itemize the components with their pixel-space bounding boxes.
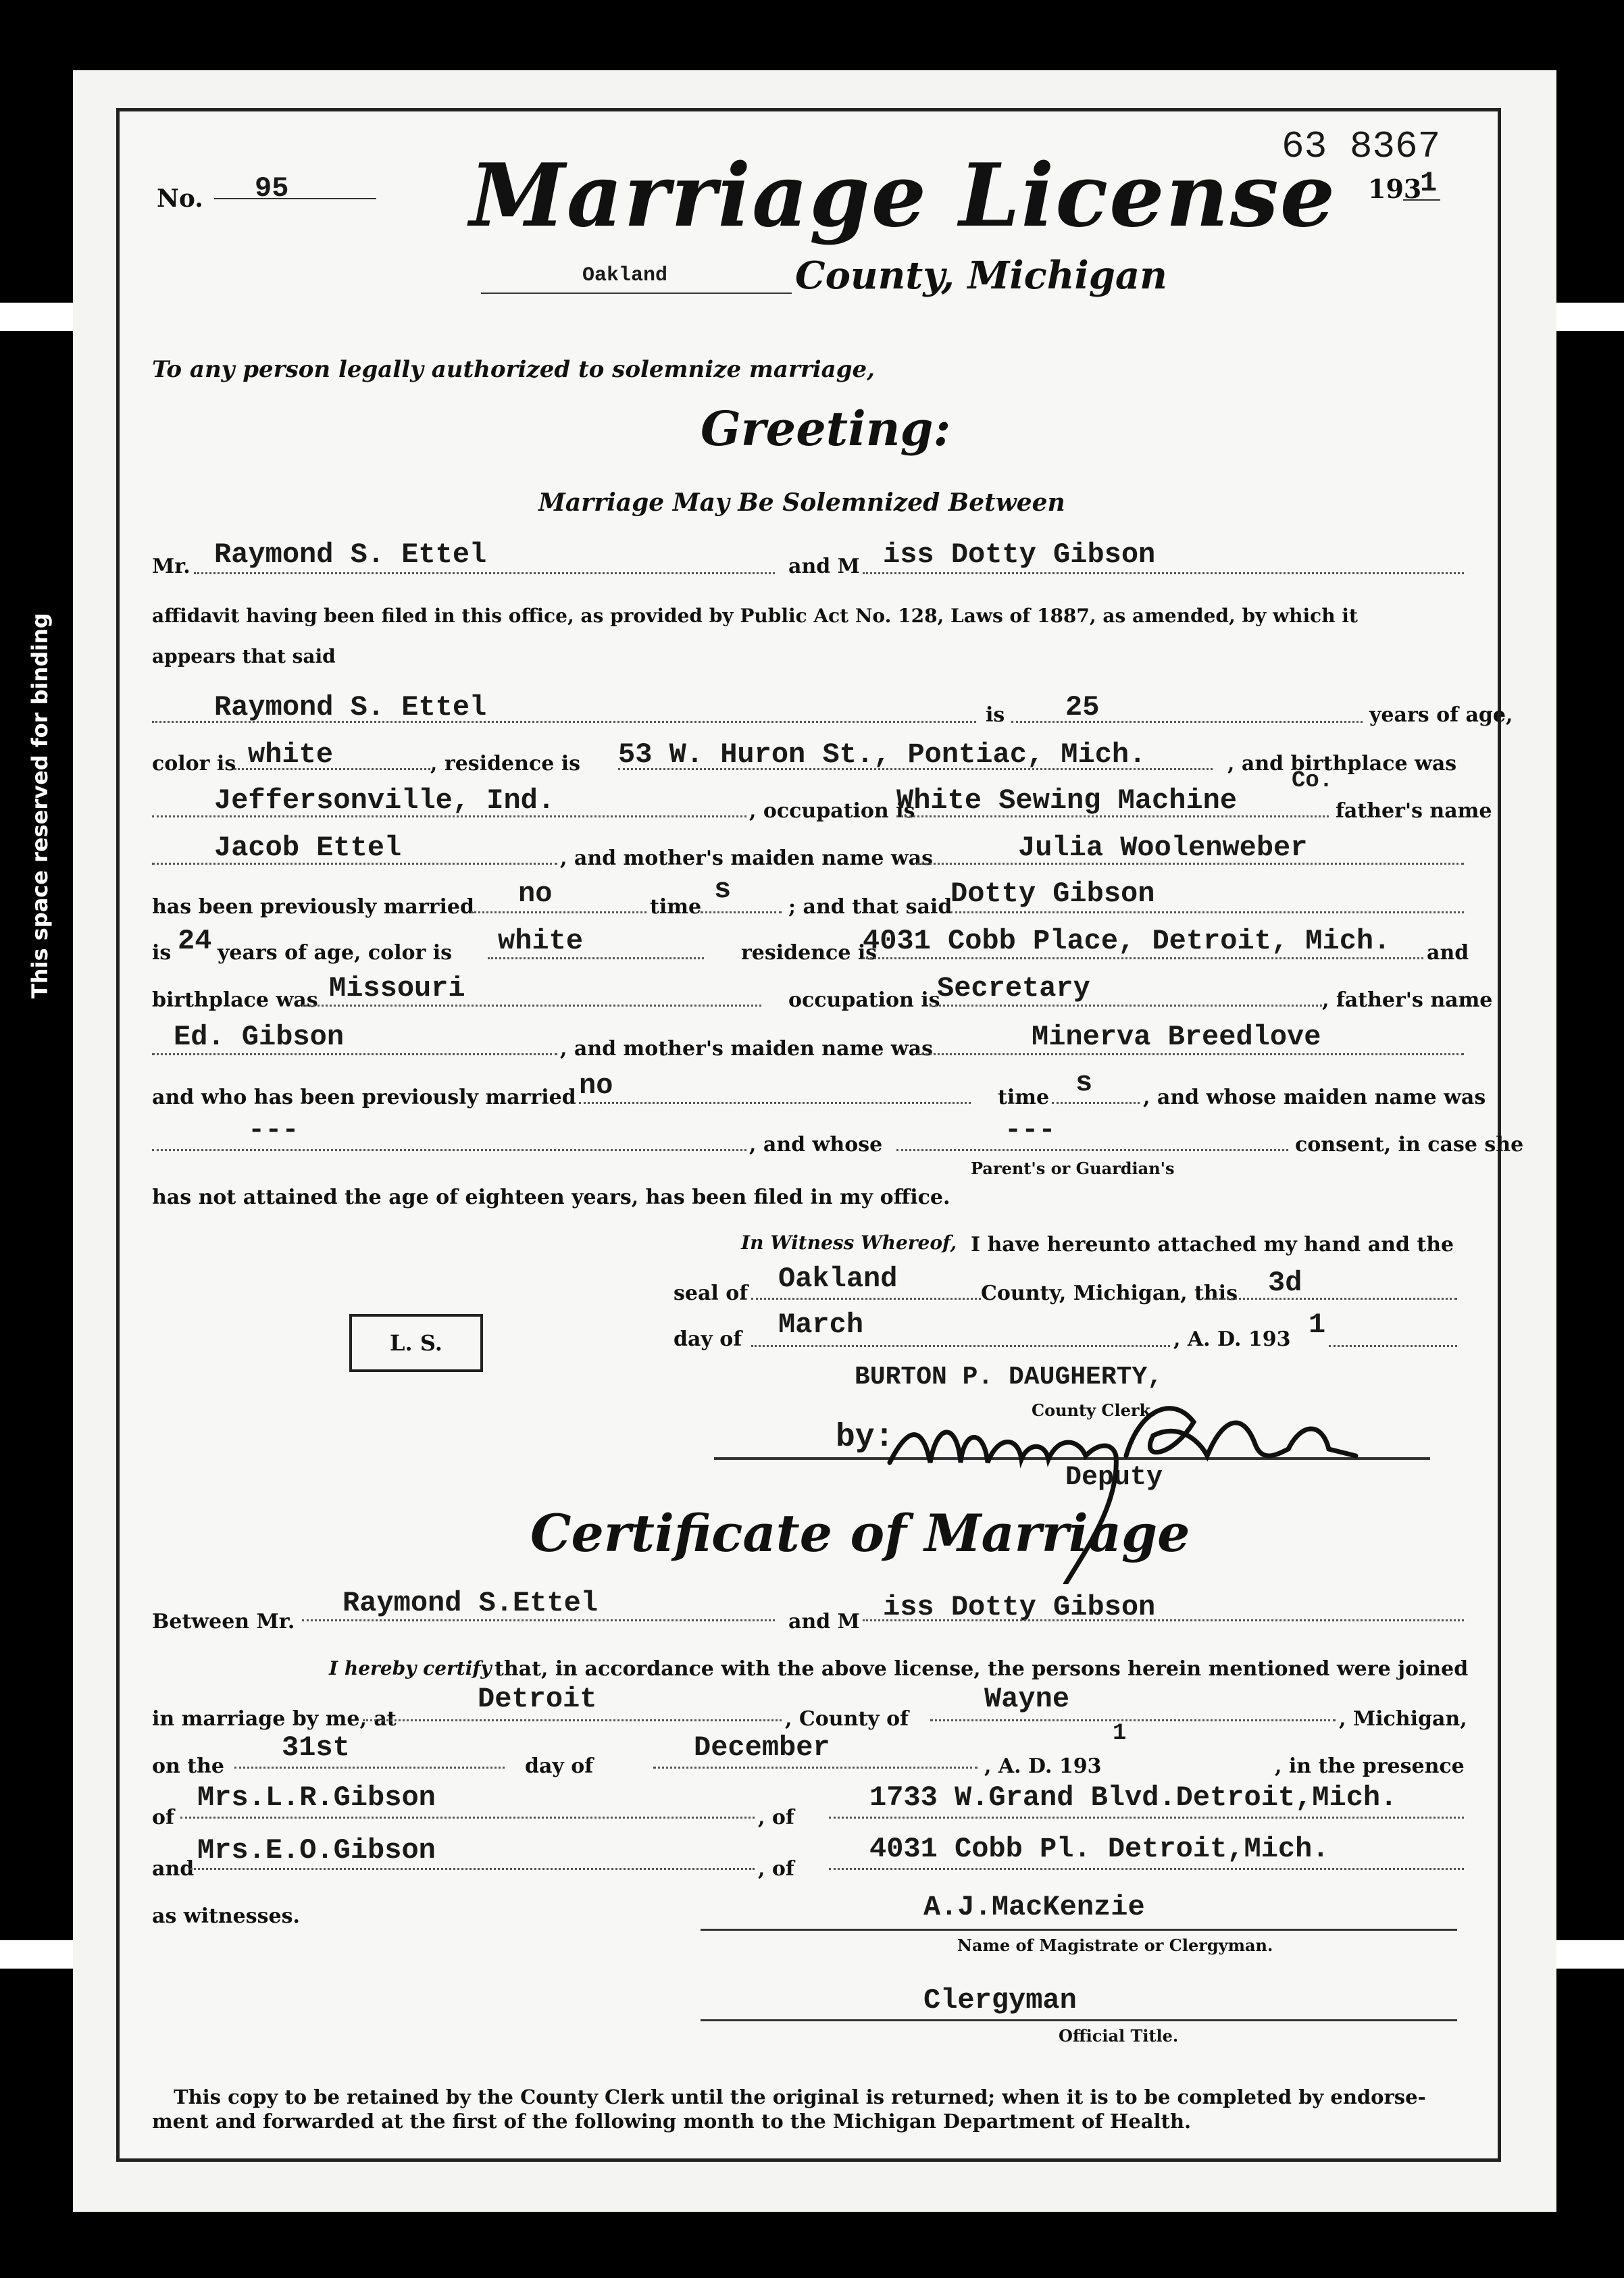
bride-residence: 4031 Cobb Place, Detroit, Mich. <box>863 925 1391 957</box>
marriage-county-line <box>930 1719 1336 1721</box>
groom-mother-label: , and mother's maiden name was <box>560 846 933 870</box>
bride-consent-value: --- <box>1005 1114 1056 1146</box>
bride-said-name: Dotty Gibson <box>950 878 1155 910</box>
groom-age: 25 <box>1065 691 1100 724</box>
marriage-day-line <box>234 1767 505 1769</box>
page-title: Marriage License <box>470 145 1337 247</box>
seal-county-label: County, Michigan, this <box>981 1282 1238 1305</box>
bride-is-label: is <box>152 941 172 965</box>
witness1-address: 1733 W.Grand Blvd.Detroit,Mich. <box>869 1781 1398 1814</box>
groom-birthplace: Jeffersonville, Ind. <box>214 784 555 817</box>
groom-color: white <box>248 738 334 771</box>
groom-said-name: Raymond S. Ettel <box>214 691 487 724</box>
certify-lead: I hereby certify <box>329 1657 492 1679</box>
bride-maiden-line <box>152 1149 746 1151</box>
certificate-and-m-label: and M <box>788 1610 860 1634</box>
certificate-title: Certificate of Marriage <box>530 1503 1190 1563</box>
greeting-heading: Greeting: <box>701 401 951 457</box>
license-number-line <box>214 198 376 199</box>
groom-birthplace-line <box>152 815 746 817</box>
county-of-label: , County of <box>785 1707 909 1731</box>
bride-time-line <box>1052 1102 1140 1104</box>
bride-residence-and: and <box>1427 941 1469 965</box>
witness2-of-label: , of <box>758 1857 794 1881</box>
groom-residence-line <box>618 768 1213 770</box>
michigan-label: , Michigan, <box>1339 1707 1467 1731</box>
affidavit-line-1: affidavit having been filed in this office, as provided by Public Act No. 128, Laws of 1887, as amended, by which it <box>152 605 1358 627</box>
groom-said-name-line <box>152 721 976 723</box>
clerk-title: County Clerk. <box>1032 1400 1157 1420</box>
license-number-value: 95 <box>255 172 289 205</box>
official-title-value: Clergyman <box>923 1984 1077 2017</box>
official-title-line <box>701 2019 1457 2021</box>
marriage-place: Detroit <box>478 1683 597 1715</box>
bride-prev-married-line <box>579 1102 971 1104</box>
mr-label: Mr. <box>152 555 191 578</box>
marriage-county: Wayne <box>984 1683 1070 1715</box>
bride-residence-line <box>863 957 1423 959</box>
groom-name: Raymond S. Ettel <box>214 538 487 571</box>
that-said-label: ; and that said <box>788 895 953 919</box>
salutation: To any person legally authorized to solemnize marriage, <box>152 356 875 383</box>
groom-occupation-extra: Co. <box>1292 768 1334 794</box>
bride-color-line <box>488 957 704 959</box>
seal-ad-year: 1 <box>1309 1309 1326 1341</box>
bride-prev-married: no <box>579 1069 613 1102</box>
groom-occupation-line <box>896 815 1329 817</box>
groom-name-line <box>194 572 775 574</box>
groom-prev-married: no <box>518 878 553 910</box>
witness2-name-line <box>191 1868 755 1870</box>
groom-is-label: is <box>986 703 1005 727</box>
seal-county: Oakland <box>778 1263 898 1295</box>
seal-month: March <box>778 1309 864 1341</box>
groom-prev-married-label: has been previously married <box>152 895 474 919</box>
bride-occupation-line <box>930 1005 1322 1007</box>
clerk-name: BURTON P. DAUGHERTY, <box>855 1363 1163 1392</box>
seal-ad-label: , A. D. 193 <box>1173 1327 1291 1351</box>
witness2-name: Mrs.E.O.Gibson <box>197 1834 436 1867</box>
bride-birthplace: Missouri <box>329 972 465 1005</box>
bride-birthplace-label: birthplace was <box>152 988 318 1012</box>
license-form <box>116 108 1524 2162</box>
marriage-place-line <box>363 1719 782 1721</box>
groom-occupation-label: , occupation is <box>749 799 915 823</box>
by-label: by: <box>836 1419 894 1456</box>
groom-color-line <box>234 768 430 770</box>
bride-maiden-name: --- <box>248 1114 299 1146</box>
witness1-name: Mrs.L.R.Gibson <box>197 1781 436 1814</box>
groom-age-line <box>1011 721 1363 723</box>
and-m-label: and M <box>788 555 860 578</box>
witness2-address: 4031 Cobb Pl. Detroit,Mich. <box>869 1833 1329 1865</box>
officiant-line <box>701 1929 1457 1931</box>
presence-label: , in the presence <box>1275 1754 1465 1778</box>
file-year-prefix: 193 <box>1368 174 1422 204</box>
bride-whose-label: , and whose <box>749 1133 883 1157</box>
bride-father-label: , father's name <box>1322 988 1493 1012</box>
footer-note-line-2: ment and forwarded at the first of the following month to the Michigan Department of Health. <box>152 2110 1192 2133</box>
seal-day-line <box>1214 1298 1457 1300</box>
hereunto-text: I have hereunto attached my hand and the <box>971 1233 1454 1257</box>
between-mr-label: Between Mr. <box>152 1610 295 1634</box>
bride-residence-label: residence is <box>741 941 878 965</box>
certificate-groom: Raymond S.Ettel <box>342 1587 599 1619</box>
groom-father: Jacob Ettel <box>214 832 402 864</box>
groom-father-line <box>152 863 557 865</box>
day-of-label: day of <box>674 1327 742 1351</box>
seal-ad-line <box>1329 1345 1457 1347</box>
deputy-label: Deputy <box>1065 1463 1163 1493</box>
groom-mother: Julia Woolenweber <box>1018 832 1308 864</box>
footer-note-line-1: This copy to be retained by the County Clerk until the original is returned; when it is to be completed by endorse- <box>174 2085 1426 2108</box>
groom-father-label: father's name <box>1336 799 1492 823</box>
solemnized-subheading: Marriage May Be Solemnized Between <box>538 488 1065 517</box>
marriage-day: 31st <box>282 1731 350 1764</box>
certificate-groom-line <box>302 1619 775 1621</box>
seal-county-line <box>751 1298 981 1300</box>
bride-father: Ed. Gibson <box>174 1021 345 1053</box>
binding-note: This space reserved for binding <box>27 613 53 998</box>
bride-birthplace-line <box>302 1005 761 1007</box>
ls-seal-box: L. S. <box>349 1314 483 1372</box>
bride-mother-line <box>917 1053 1464 1055</box>
officiant-caption: Name of Magistrate or Clergyman. <box>957 1935 1273 1955</box>
affidavit-line-2: appears that said <box>152 645 336 667</box>
bride-time-label: time <box>998 1086 1050 1109</box>
bride-maiden-label: , and whose maiden name was <box>1143 1086 1486 1109</box>
in-witness-label: In Witness Whereof, <box>741 1232 957 1254</box>
official-title-caption: Official Title. <box>1059 2026 1179 2046</box>
marriage-ad-label: , A. D. 193 <box>984 1754 1102 1778</box>
officiant-name: A.J.MacKenzie <box>923 1891 1145 1923</box>
marriage-day-of-label: day of <box>525 1754 594 1778</box>
bride-age: 24 <box>178 925 212 957</box>
county-label: County, Michigan <box>795 253 1167 298</box>
bride-said-name-line <box>950 911 1464 913</box>
bride-years-color-label: years of age, color is <box>218 941 453 965</box>
bride-occupation-label: occupation is <box>788 988 940 1012</box>
groom-birthplace-label: , and birthplace was <box>1227 752 1457 776</box>
marriage-month: December <box>694 1731 830 1764</box>
eighteen-clause: has not attained the age of eighteen years, has been filed in my office. <box>152 1186 950 1209</box>
groom-prev-married-line <box>471 911 646 913</box>
bride-name: iss Dotty Gibson <box>883 538 1156 571</box>
consent-caption: Parent's or Guardian's <box>971 1159 1175 1178</box>
witness2-address-line <box>829 1868 1464 1870</box>
file-number: 63 8367 <box>1282 125 1441 168</box>
certify-text: that, in accordance with the above license, the persons herein mentioned were joined <box>494 1657 1469 1681</box>
witness1-of-label: , of <box>758 1806 794 1829</box>
groom-residence: 53 W. Huron St., Pontiac, Mich. <box>618 738 1146 771</box>
consent-label: consent, in case she <box>1295 1133 1524 1157</box>
seal-day: 3d <box>1268 1267 1302 1299</box>
groom-years-label: years of age, <box>1369 703 1513 727</box>
marriage-month-line <box>653 1767 978 1769</box>
on-the-label: on the <box>152 1754 225 1778</box>
bride-time-value: s <box>1075 1067 1093 1099</box>
witness1-address-line <box>829 1817 1464 1819</box>
seal-month-line <box>751 1345 1170 1347</box>
as-witnesses-label: as witnesses. <box>152 1904 300 1928</box>
seal-of-label: seal of <box>674 1282 748 1305</box>
bride-father-line <box>152 1053 557 1055</box>
certificate-bride: iss Dotty Gibson <box>883 1591 1156 1623</box>
groom-occupation: White Sewing Machine <box>896 784 1238 817</box>
witness2-and-label: and <box>152 1857 195 1881</box>
bride-mother: Minerva Breedlove <box>1032 1021 1321 1053</box>
bride-mother-label: , and mother's maiden name was <box>560 1037 933 1061</box>
groom-color-label: color is <box>152 752 236 776</box>
bride-prev-married-label: and who has been previously married <box>152 1086 576 1109</box>
bride-name-line <box>863 572 1464 574</box>
witness1-of-prefix: of <box>152 1806 174 1829</box>
bride-consent-line <box>896 1149 1288 1151</box>
bride-occupation: Secretary <box>937 972 1090 1005</box>
county-name: Oakland <box>582 264 668 287</box>
file-year-line <box>1403 199 1440 201</box>
witness1-name-line <box>180 1817 755 1819</box>
groom-mother-line <box>917 863 1464 865</box>
license-number-label: No. <box>157 184 203 213</box>
county-name-line <box>481 293 792 294</box>
groom-residence-label: , residence is <box>430 752 581 776</box>
certificate-bride-line <box>863 1619 1464 1621</box>
groom-time-value: s <box>714 874 732 906</box>
groom-time-line <box>701 911 782 913</box>
in-marriage-label: in marriage by me, at <box>152 1707 397 1731</box>
file-year-suffix: 1 <box>1420 167 1438 199</box>
bride-color: white <box>498 925 584 957</box>
marriage-ad-year: 1 <box>1113 1721 1127 1746</box>
groom-time-label: time <box>650 895 702 919</box>
